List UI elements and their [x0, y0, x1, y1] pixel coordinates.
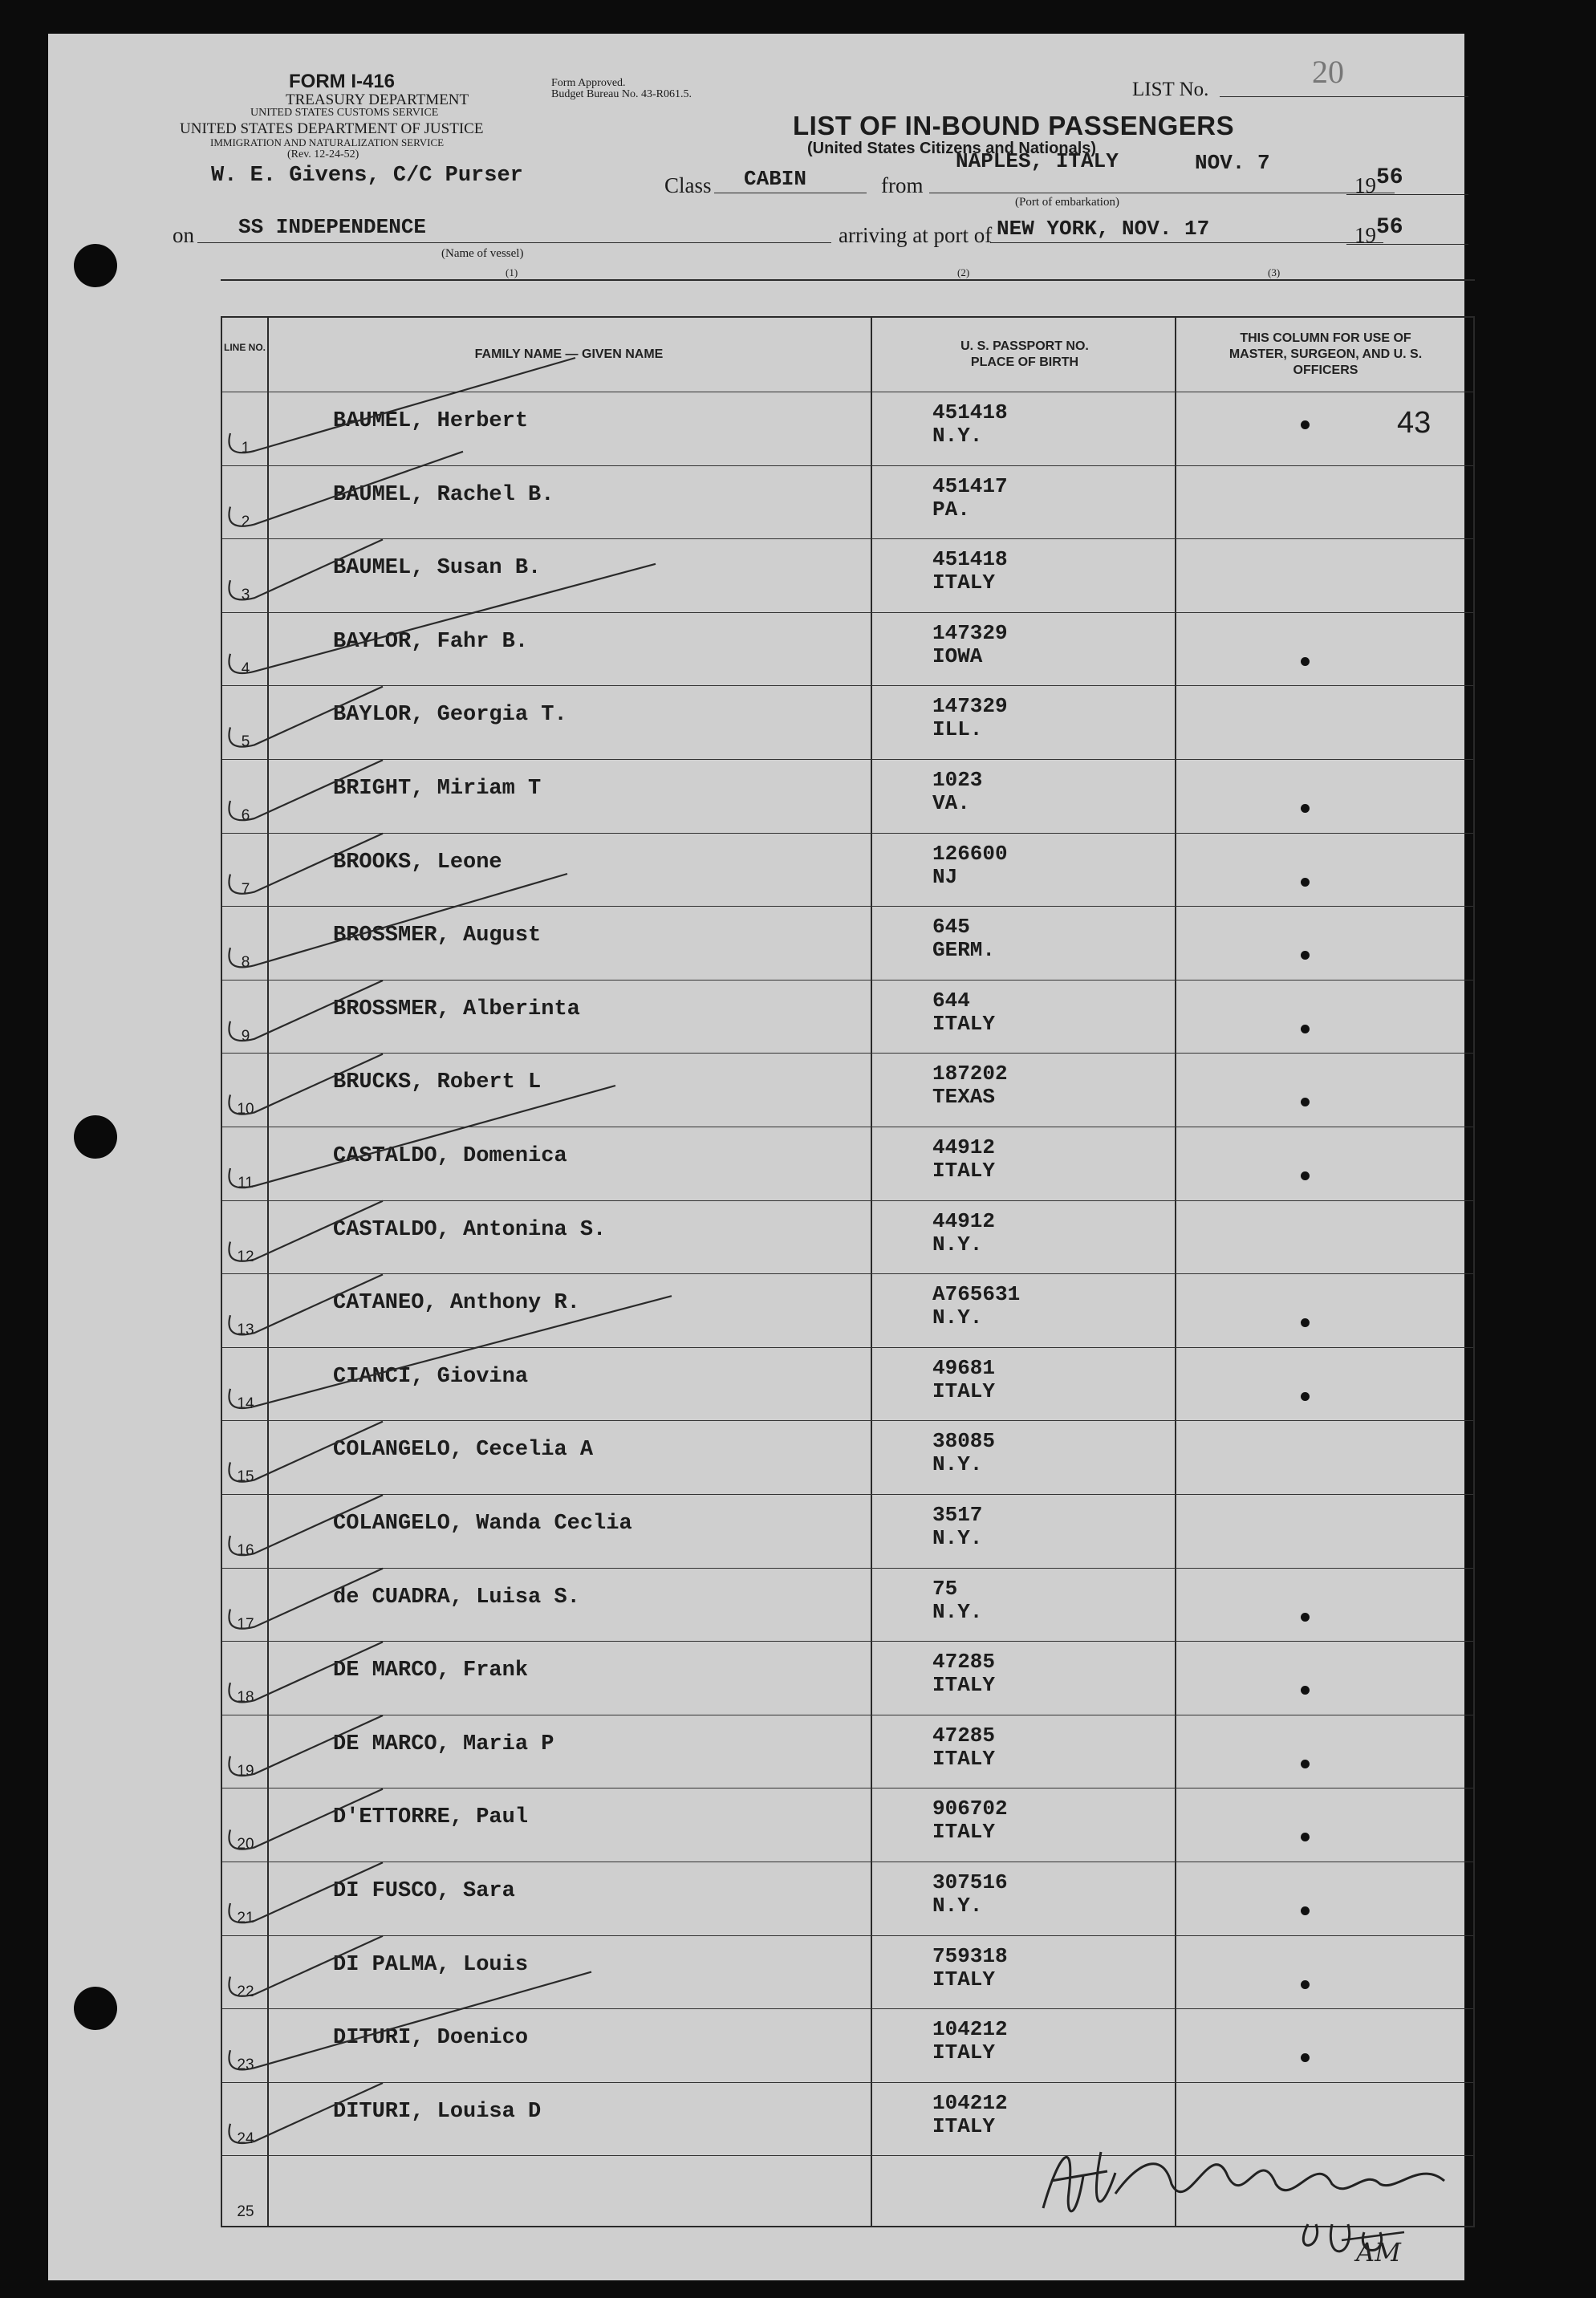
check-mark	[229, 1274, 383, 1334]
line-number: 13	[237, 1322, 254, 1339]
passenger-name: D'ETTORRE, Paul	[333, 1805, 529, 1830]
check-mark	[229, 1054, 383, 1114]
page-subtitle: (United States Citizens and Nationals)	[807, 140, 1097, 157]
line-number: 21	[237, 1910, 254, 1927]
passenger-name: BAUMEL, Susan B.	[333, 556, 542, 581]
punch-hole	[74, 1987, 117, 2030]
passenger-name: BROSSMER, Alberinta	[333, 997, 580, 1021]
birth-place: N.Y.	[932, 1452, 983, 1477]
arrival-year: 56	[1376, 215, 1403, 240]
passport-number: 38085	[932, 1429, 996, 1454]
check-mark	[229, 1296, 672, 1408]
ins-service: IMMIGRATION AND NATURALIZATION SERVICE	[210, 136, 445, 148]
line-number: 14	[237, 1395, 254, 1412]
passport-number: 126600	[932, 841, 1008, 866]
passport-number: 645	[932, 915, 970, 940]
passenger-name: CATANEO, Anthony R.	[333, 1291, 580, 1316]
column-2-label: (2)	[957, 266, 970, 278]
passenger-name: CASTALDO, Antonina S.	[333, 1217, 607, 1242]
manifest-sheet	[48, 34, 1464, 2280]
line-number: 22	[237, 1983, 254, 2000]
line-number: 20	[237, 1836, 254, 1853]
check-mark	[229, 687, 383, 747]
check-mark	[229, 2083, 383, 2143]
birth-place: GERM.	[932, 938, 996, 963]
embark-port: NAPLES, ITALY	[956, 149, 1119, 173]
vessel-caption: (Name of vessel)	[441, 247, 524, 260]
passenger-name: BAYLOR, Georgia T.	[333, 703, 567, 728]
line-number: 3	[241, 587, 250, 604]
justice-department: UNITED STATES DEPARTMENT OF JUSTICE	[180, 120, 484, 137]
passport-number: 451418	[932, 400, 1008, 424]
passport-number: 104212	[932, 2017, 1008, 2042]
birth-place: NJ	[932, 864, 958, 889]
passenger-name: BAYLOR, Fahr B.	[333, 629, 529, 654]
line-number: 5	[241, 733, 250, 751]
passenger-table	[221, 316, 1475, 2227]
line-number: 7	[241, 880, 250, 898]
check-mark	[229, 834, 383, 894]
form-revision: (Rev. 12-24-52)	[287, 148, 359, 160]
check-mark	[229, 539, 383, 599]
birth-place: ITALY	[932, 1673, 996, 1698]
check-mark	[229, 1862, 383, 1922]
check-mark	[229, 1715, 383, 1776]
birth-place: N.Y.	[932, 424, 983, 448]
customs-service: UNITED STATES CUSTOMS SERVICE	[250, 107, 439, 119]
passport-number: 147329	[932, 620, 1008, 645]
passport-number: 187202	[932, 1062, 1008, 1086]
line-number: 12	[237, 1248, 254, 1265]
punch-hole	[74, 1115, 117, 1159]
birth-place: ITALY	[932, 1820, 996, 1845]
line-number: 6	[241, 807, 250, 824]
line-number: 17	[237, 1615, 254, 1633]
line-number: 10	[237, 1101, 254, 1119]
birth-place: ITALY	[932, 570, 996, 595]
birth-place: ITALY	[932, 2113, 996, 2138]
passport-number: 44912	[932, 1135, 996, 1159]
birth-place: N.Y.	[932, 1894, 983, 1918]
passenger-name: COLANGELO, Wanda Ceclia	[333, 1512, 632, 1536]
birth-place: N.Y.	[932, 1599, 983, 1624]
passenger-name: BROSSMER, August	[333, 924, 542, 948]
line-number: 24	[237, 2130, 254, 2147]
line-number: 23	[237, 2056, 254, 2074]
check-mark	[229, 1422, 383, 1482]
line-number: 4	[241, 660, 250, 677]
passport-number: 44912	[932, 1208, 996, 1233]
page-title: LIST OF IN-BOUND PASSENGERS	[793, 111, 1235, 140]
from-label: from	[881, 173, 924, 197]
punch-hole	[74, 244, 117, 287]
vessel-line	[197, 242, 831, 243]
check-mark	[229, 452, 463, 526]
budget-bureau: Budget Bureau No. 43-R061.5.	[551, 88, 692, 100]
form-number: FORM I-416	[289, 71, 396, 92]
department: TREASURY DEPARTMENT	[286, 91, 469, 108]
col-officers-header: THIS COLUMN FOR USE OF MASTER, SURGEON, AND U. S. OFFICERS	[1228, 331, 1423, 377]
passport-number: 451417	[932, 473, 1008, 498]
arrival-line	[990, 242, 1383, 243]
check-mark	[229, 760, 383, 820]
header-rule	[221, 279, 1475, 281]
list-number: 20	[1312, 54, 1344, 90]
line-number: 8	[241, 954, 250, 972]
birth-place: N.Y.	[932, 1305, 983, 1330]
passport-number: 104212	[932, 2090, 1008, 2115]
svg-text:AM: AM	[1356, 2237, 1401, 2264]
line-number: 16	[237, 1542, 254, 1559]
arrival-year-line	[1346, 244, 1468, 245]
embark-caption: (Port of embarkation)	[1015, 196, 1119, 209]
col-line-header: LINE NO.	[223, 342, 266, 353]
passport-number: 47285	[932, 1650, 996, 1675]
passenger-name: DE MARCO, Frank	[333, 1659, 529, 1683]
arriving-label: arriving at port of	[839, 223, 993, 247]
passport-number: 3517	[932, 1503, 983, 1527]
passenger-name: BAUMEL, Herbert	[333, 409, 529, 433]
birth-place: VA.	[932, 791, 970, 815]
passenger-name: DE MARCO, Maria P	[333, 1732, 554, 1756]
check-mark	[229, 981, 383, 1041]
birth-place: ITALY	[932, 2040, 996, 2065]
birth-place: IOWA	[932, 644, 983, 668]
birth-place: PA.	[932, 497, 970, 522]
check-mark	[229, 358, 575, 453]
column-3-label: (3)	[1268, 266, 1281, 278]
line-number: 1	[241, 440, 250, 457]
check-mark	[229, 1086, 615, 1188]
class-value: CABIN	[744, 167, 807, 191]
line-number: 11	[238, 1175, 254, 1192]
birth-place: ITALY	[932, 1378, 996, 1403]
passport-number: 906702	[932, 1797, 1008, 1821]
birth-place: N.Y.	[932, 1526, 983, 1550]
column-1-label: (1)	[506, 266, 518, 278]
purser-name: W. E. Givens, C/C Purser	[211, 164, 523, 188]
embark-date: NOV. 7	[1195, 151, 1270, 175]
birth-place: ITALY	[932, 1159, 996, 1183]
class-label: Class	[664, 173, 712, 197]
check-marks	[222, 318, 1476, 2229]
inspector-signature	[1027, 2104, 1460, 2264]
passport-number: 451418	[932, 547, 1008, 572]
vessel-name: SS INDEPENDENCE	[238, 215, 427, 239]
arrival-port: NEW YORK, NOV. 17	[997, 217, 1210, 241]
passport-number: 1023	[932, 768, 983, 792]
passport-number: 644	[932, 988, 970, 1013]
check-mark	[229, 1201, 383, 1261]
check-mark	[229, 1936, 383, 1996]
passport-number: 147329	[932, 694, 1008, 719]
on-label: on	[173, 223, 194, 247]
passenger-name: BRUCKS, Robert L	[333, 1070, 542, 1095]
officer-note: 43	[1397, 406, 1432, 440]
line-number: 2	[241, 513, 250, 530]
birth-place: TEXAS	[932, 1085, 996, 1110]
birth-place: ITALY	[932, 1746, 996, 1771]
passport-number: 759318	[932, 1943, 1008, 1968]
col-name-header: FAMILY NAME — GIVEN NAME	[474, 347, 664, 361]
check-mark	[229, 1642, 383, 1702]
birth-place: ILL.	[932, 717, 983, 742]
arrival-year-prefix: 19	[1354, 223, 1376, 247]
passport-number: A765631	[932, 1282, 1021, 1307]
line-number: 15	[237, 1468, 254, 1486]
col-passport-header: U. S. PASSPORT NO. PLACE OF BIRTH	[960, 339, 1089, 369]
line-number: 18	[237, 1689, 254, 1707]
birth-place: ITALY	[932, 1011, 996, 1036]
embark-year-line	[1346, 194, 1468, 195]
check-mark	[229, 1972, 591, 2070]
passenger-name: BAUMEL, Rachel B.	[333, 482, 554, 507]
list-number-line	[1220, 96, 1468, 97]
check-mark	[229, 1569, 383, 1629]
check-mark	[229, 874, 567, 967]
passenger-name: de CUADRA, Luisa S.	[333, 1585, 580, 1610]
passport-number: 307516	[932, 1870, 1008, 1894]
passenger-name: BROOKS, Leone	[333, 850, 502, 875]
passport-number: 49681	[932, 1355, 996, 1380]
passenger-name: DITURI, Doenico	[333, 2026, 529, 2051]
passport-number: 75	[932, 1576, 958, 1601]
birth-place: ITALY	[932, 1967, 996, 1991]
passenger-name: CASTALDO, Domenica	[333, 1144, 567, 1168]
passenger-name: DI PALMA, Louis	[333, 1952, 529, 1977]
check-mark	[229, 1495, 383, 1555]
passenger-name: DI FUSCO, Sara	[333, 1879, 515, 1903]
passenger-name: BRIGHT, Miriam T	[333, 777, 542, 801]
check-mark	[229, 1789, 383, 1849]
passport-number: 47285	[932, 1723, 996, 1748]
embark-year-prefix: 19	[1354, 173, 1376, 197]
birth-place: N.Y.	[932, 1232, 983, 1257]
passenger-name: CIANCI, Giovina	[333, 1364, 529, 1389]
embark-year: 56	[1376, 165, 1403, 190]
list-number-label: LIST No.	[1132, 79, 1209, 100]
form-approved: Form Approved.	[551, 77, 626, 89]
line-number: 25	[237, 2203, 254, 2221]
line-number: 9	[241, 1027, 250, 1045]
passenger-name: COLANGELO, Cecelia A	[333, 1438, 594, 1463]
passenger-name: DITURI, Louisa D	[333, 2099, 542, 2124]
line-number: 19	[237, 1762, 254, 1780]
